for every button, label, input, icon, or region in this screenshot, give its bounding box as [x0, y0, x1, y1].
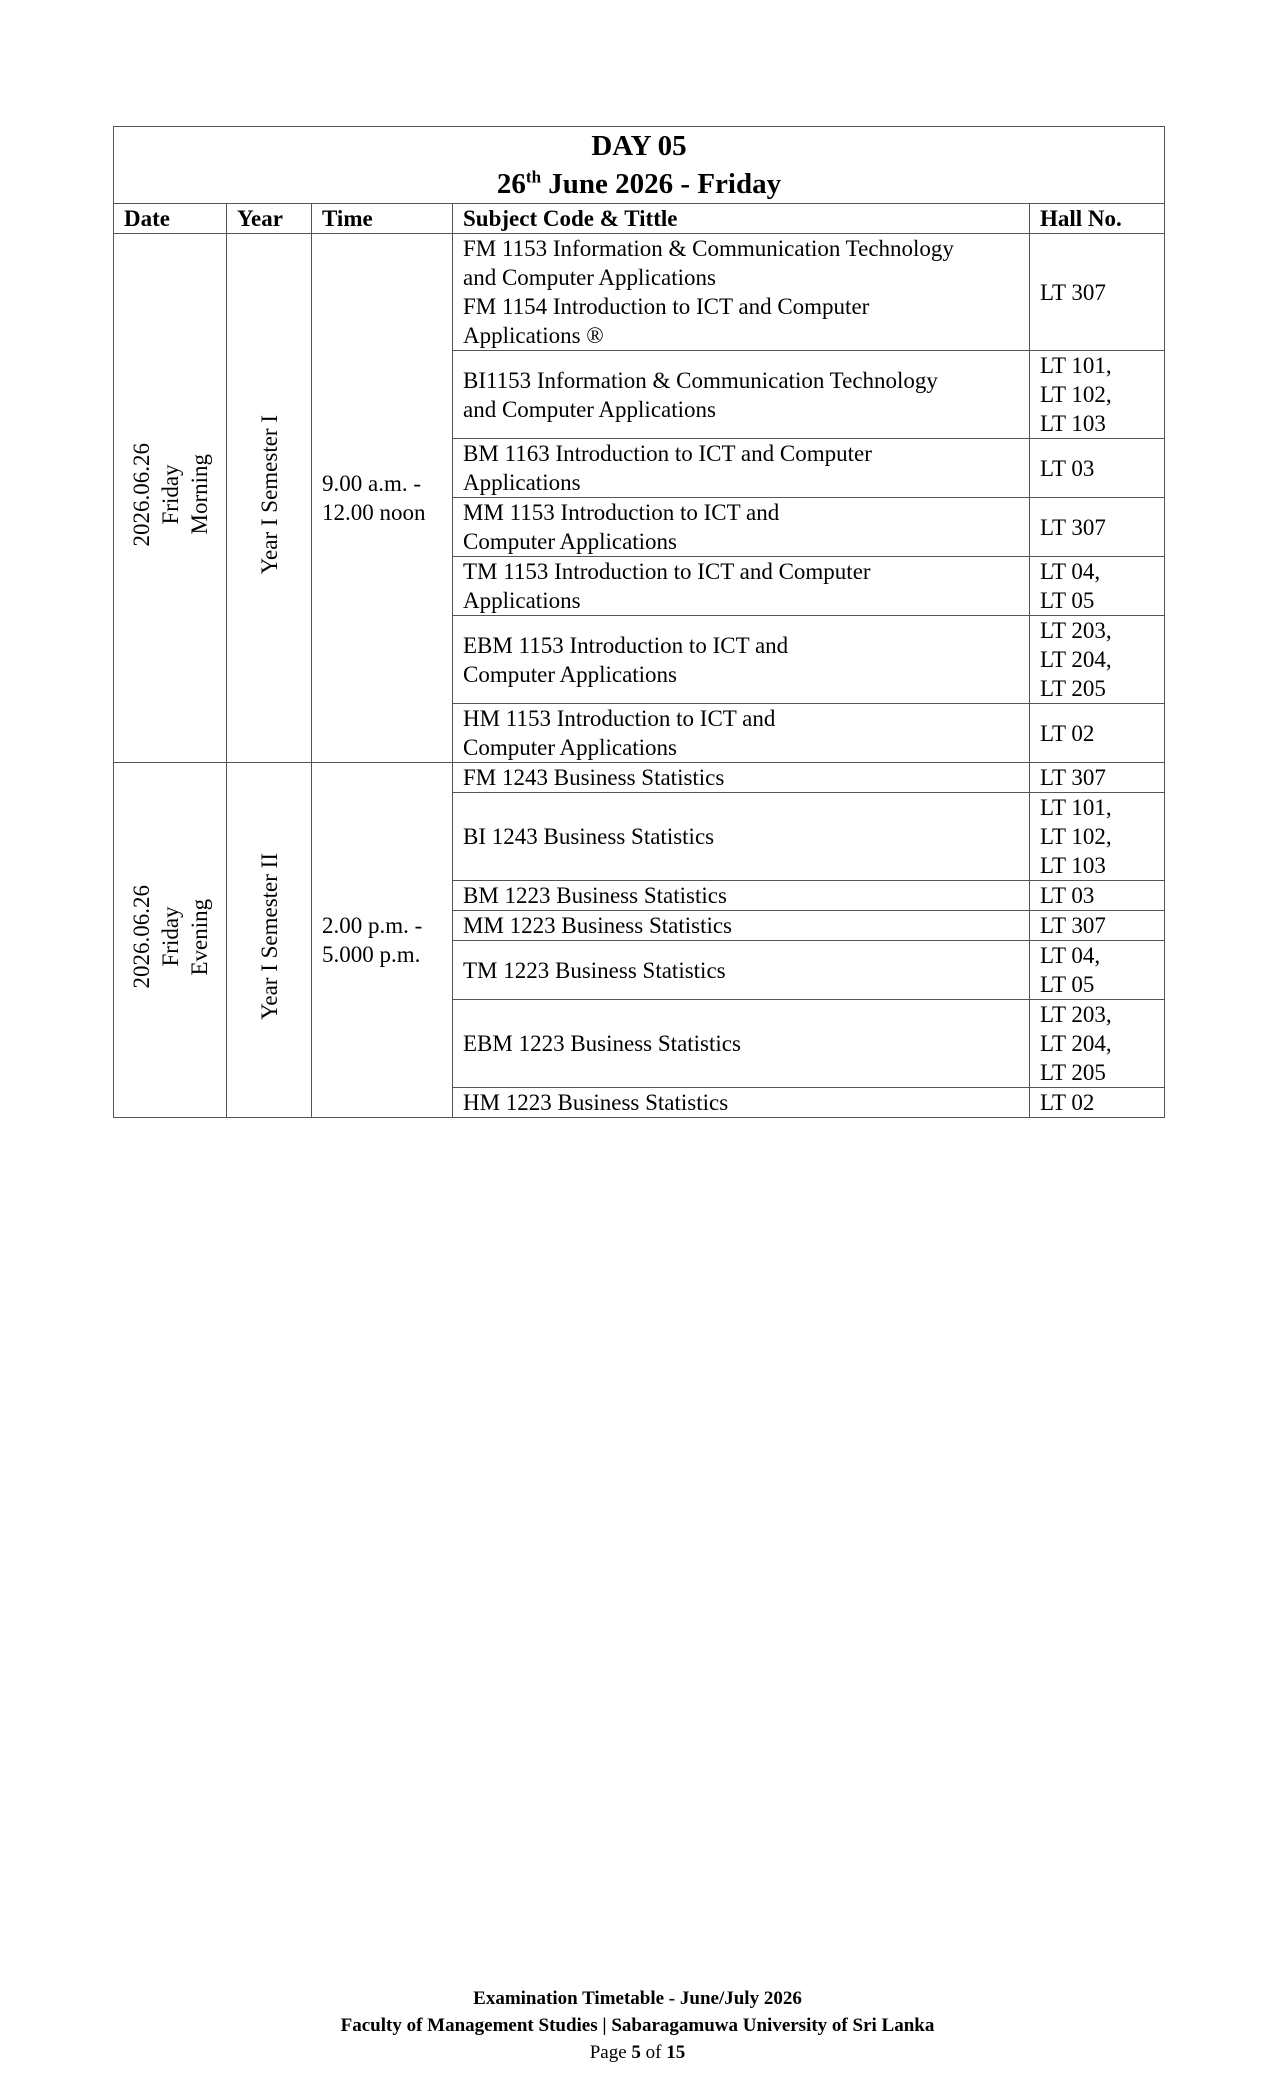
day-date: 26th June 2026 - Friday [496, 167, 782, 200]
hall-line: LT 103 [1040, 853, 1106, 878]
hall-line: LT 05 [1040, 588, 1095, 613]
time-line: 2.00 p.m. - [322, 913, 423, 938]
subject-cell [453, 557, 1030, 616]
day-label: DAY 05 [591, 130, 687, 162]
hall-cell [1030, 616, 1165, 704]
year-cell [227, 763, 312, 1118]
hall-cell [1030, 763, 1165, 793]
time-cell [312, 763, 453, 1118]
title-row [114, 127, 1165, 204]
hall-cell [1030, 1088, 1165, 1118]
year-label: Year I Semester II [256, 853, 282, 1020]
subject-cell [453, 1000, 1030, 1088]
col-time: Time [312, 204, 453, 234]
subject-line: and Computer Applications [463, 396, 716, 422]
subject-line: MM 1223 Business Statistics [463, 913, 733, 938]
subject-line: BM 1223 Business Statistics [463, 883, 727, 908]
hall-cell [1030, 557, 1165, 616]
subject-line: TM 1223 Business Statistics [463, 957, 726, 983]
hall-cell [1030, 351, 1165, 439]
date-line: Friday [157, 906, 183, 967]
subject-line: BI 1243 Business Statistics [463, 824, 715, 849]
col-subject: Subject Code & Tittle [453, 204, 1030, 234]
subject-cell [453, 234, 1030, 351]
subject-line: BI1153 Information & Communication Technology [463, 367, 938, 393]
subject-cell [453, 616, 1030, 704]
subject-line: EBM 1153 Introduction to ICT and [463, 632, 789, 658]
hall-line: LT 205 [1040, 1060, 1106, 1085]
subject-line: MM 1153 Introduction to ICT and [463, 500, 780, 525]
subject-line: FM 1154 Introduction to ICT and Computer [463, 294, 870, 319]
hall-line: LT 203, [1040, 1002, 1112, 1027]
subject-cell [453, 911, 1030, 941]
page-number: Page 5 of 15 [589, 2042, 686, 2063]
hall-cell [1030, 911, 1165, 941]
hall-line: LT 02 [1040, 720, 1095, 746]
subject-cell [453, 704, 1030, 763]
year-label: Year I Semester I [256, 414, 282, 575]
subject-line: Applications [463, 470, 581, 495]
subject-cell [453, 498, 1030, 557]
hall-line: LT 102, [1040, 382, 1112, 407]
hall-line: LT 204, [1040, 1031, 1112, 1056]
hall-line: LT 101, [1040, 353, 1112, 378]
subject-line: HM 1223 Business Statistics [463, 1090, 729, 1115]
hall-line: LT 307 [1040, 279, 1106, 305]
subject-line: TM 1153 Introduction to ICT and Computer [463, 559, 871, 584]
hall-cell [1030, 1000, 1165, 1088]
year-cell [227, 234, 312, 763]
subject-line: EBM 1223 Business Statistics [463, 1031, 741, 1056]
hall-line: LT 102, [1040, 824, 1112, 849]
date-cell [114, 234, 227, 763]
hall-cell [1030, 439, 1165, 498]
subject-cell [453, 439, 1030, 498]
subject-line: FM 1243 Business Statistics [463, 765, 725, 790]
date-line: Morning [186, 454, 212, 535]
col-hall: Hall No. [1030, 204, 1165, 234]
timetable [113, 126, 1165, 1118]
hall-cell [1030, 793, 1165, 881]
subject-line: HM 1153 Introduction to ICT and [463, 706, 776, 731]
date-line: Friday [157, 464, 183, 525]
hall-cell [1030, 704, 1165, 763]
col-year: Year [227, 204, 312, 234]
hall-line: LT 205 [1040, 676, 1106, 701]
time-line: 5.000 p.m. [322, 942, 421, 967]
time-line: 9.00 a.m. - [322, 471, 422, 496]
subject-line: BM 1163 Introduction to ICT and Computer [463, 441, 872, 466]
time-line: 12.00 noon [322, 500, 426, 525]
col-date: Date [114, 204, 227, 234]
hall-line: LT 307 [1040, 514, 1106, 540]
hall-line: LT 203, [1040, 618, 1112, 643]
footer-faculty: Faculty of Management Studies | Sabaragamuwa University of Sri Lanka [340, 2015, 935, 2036]
hall-cell [1030, 881, 1165, 911]
session-row [114, 234, 1165, 351]
date-line: Evening [186, 898, 212, 975]
subject-cell [453, 793, 1030, 881]
hall-cell [1030, 234, 1165, 351]
subject-cell [453, 881, 1030, 911]
hall-line: LT 101, [1040, 795, 1112, 820]
hall-line: LT 03 [1040, 455, 1095, 481]
hall-cell [1030, 941, 1165, 1000]
date-cell [114, 763, 227, 1118]
subject-line: Computer Applications [463, 529, 678, 554]
session-row [114, 763, 1165, 793]
hall-line: LT 204, [1040, 647, 1112, 672]
hall-line: LT 04, [1040, 559, 1101, 584]
subject-cell [453, 351, 1030, 439]
date-line: 2026.06.26 [128, 884, 154, 989]
footer [0, 1985, 1275, 2066]
column-header-row [114, 204, 1165, 234]
date-line: 2026.06.26 [128, 442, 154, 547]
subject-cell [453, 763, 1030, 793]
subject-line: Computer Applications [463, 661, 678, 687]
hall-line: LT 05 [1040, 972, 1095, 997]
subject-line: Computer Applications [463, 735, 678, 760]
footer-title: Examination Timetable - June/July 2026 [473, 1988, 802, 2009]
time-cell [312, 234, 453, 763]
hall-line: LT 307 [1040, 913, 1106, 938]
hall-cell [1030, 498, 1165, 557]
hall-line: LT 307 [1040, 765, 1106, 790]
hall-line: LT 04, [1040, 943, 1101, 968]
hall-line: LT 02 [1040, 1090, 1095, 1115]
subject-line: FM 1153 Information & Communication Technology [463, 236, 954, 261]
subject-line: Applications [463, 588, 581, 613]
subject-cell [453, 1088, 1030, 1118]
hall-line: LT 03 [1040, 883, 1095, 908]
subject-line: and Computer Applications [463, 265, 716, 290]
subject-line: Applications ® [463, 323, 604, 348]
day-title [114, 127, 1165, 204]
hall-line: LT 103 [1040, 411, 1106, 436]
subject-cell [453, 941, 1030, 1000]
